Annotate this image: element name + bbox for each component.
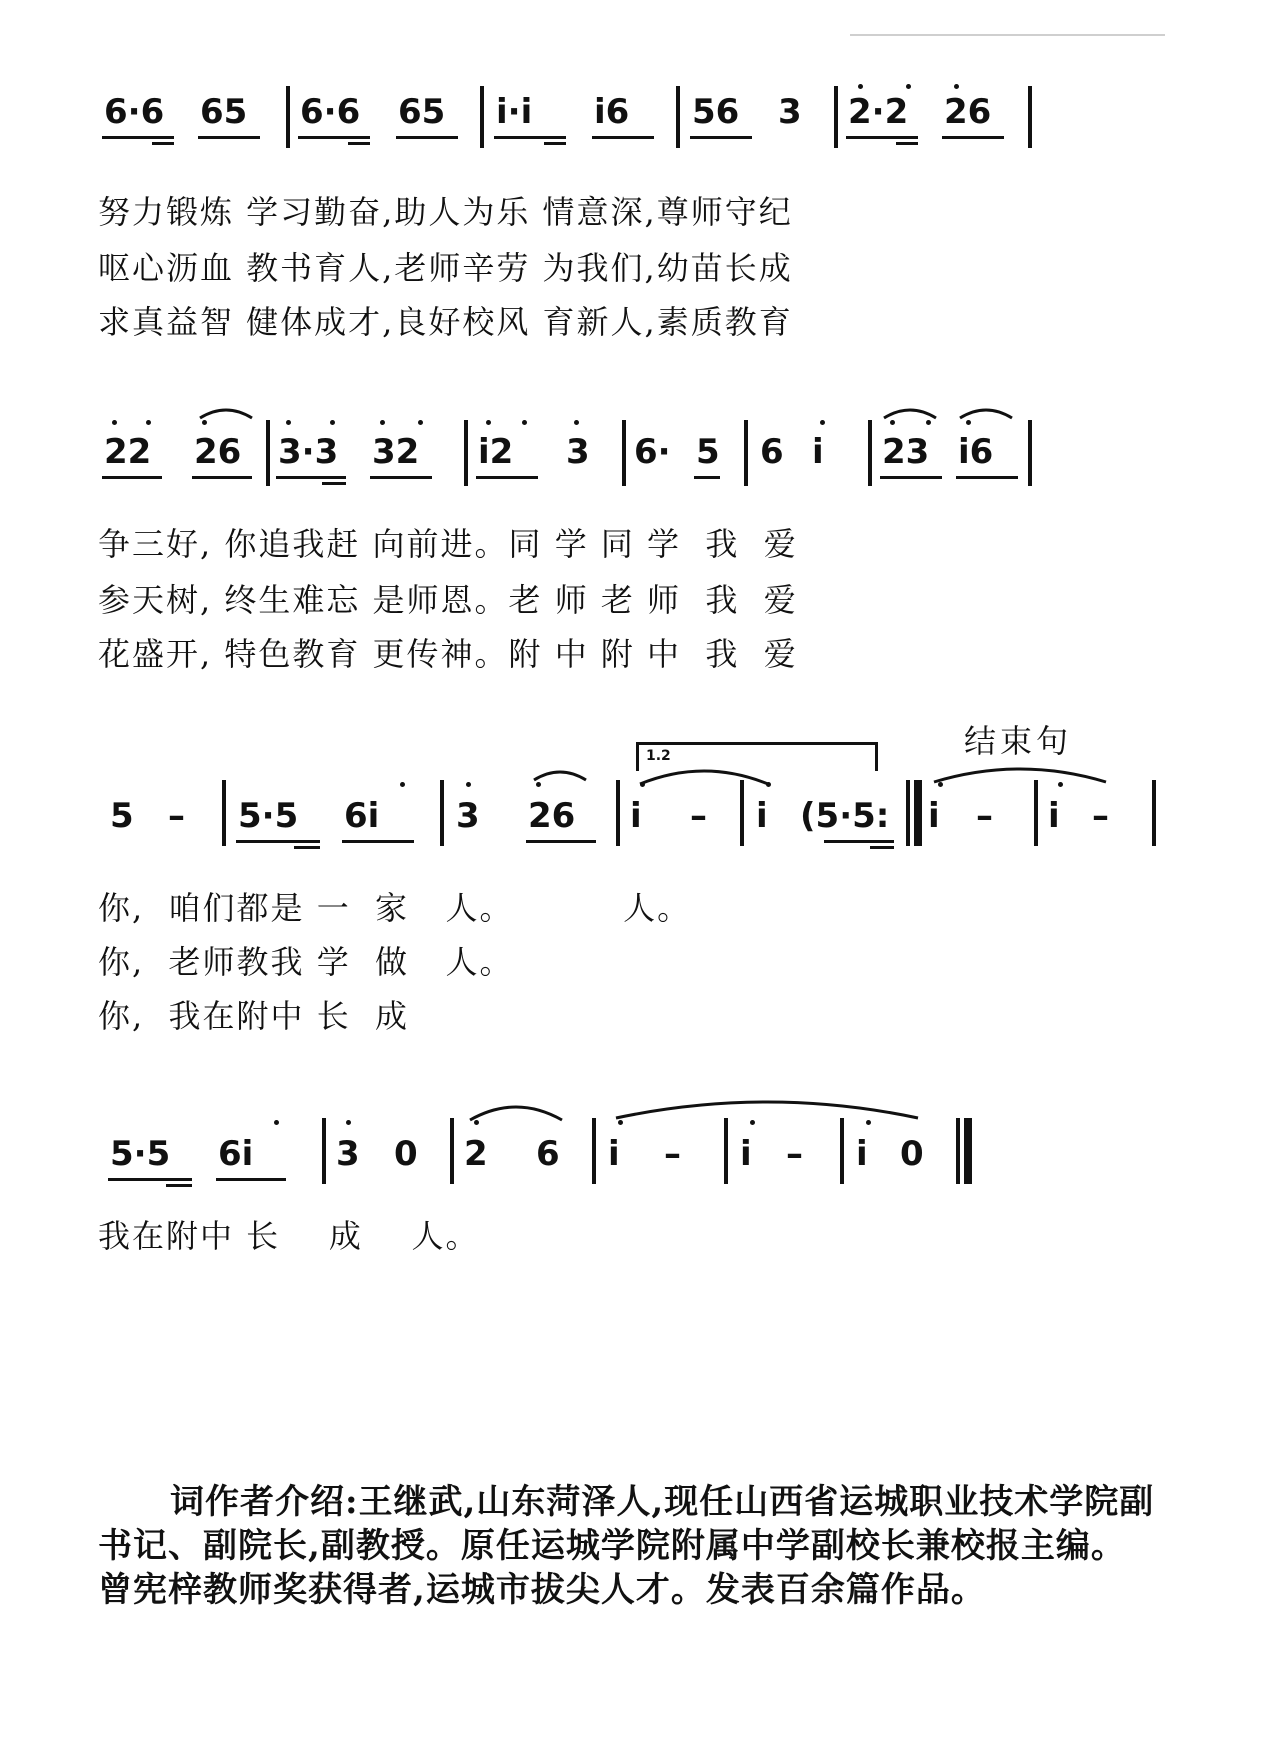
note-underline [276,476,346,479]
barline [740,780,744,846]
barline [322,1118,326,1184]
note-group: – [786,1134,803,1174]
note-group: i [856,1134,868,1174]
note-group: 3·3 [278,432,339,472]
note-underline [942,136,1004,139]
note-underline [690,136,752,139]
note-underline [152,142,174,145]
note-group: 26 [944,92,992,132]
note-group: 26 [194,432,242,472]
barline [1028,86,1032,148]
volta-label: 1.2 [646,748,671,764]
final-barline [964,1118,972,1184]
lyric-verse-1: 争三好, 你追我赶 向前进。同 学 同 学 我 爱 [98,525,798,563]
note-underline [544,142,566,145]
slur [530,766,590,782]
note-group: 0 [394,1134,418,1174]
note-group: 6 [760,432,784,472]
octave-dot [380,420,385,425]
lyric-verse-2: 你, 老师教我 学 做 人。 [98,943,514,981]
note-underline [956,476,1018,479]
note-underline [476,476,538,479]
note-underline [370,476,432,479]
note-group: 3 [778,92,802,132]
octave-dot [820,420,825,425]
barline [834,86,838,148]
note-underline [322,482,346,485]
octave-dot [112,420,117,425]
note-group: i [1048,796,1060,836]
note-group: – [168,796,185,836]
note-underline [236,840,320,843]
note-underline [294,846,320,849]
note-group: 6·6 [300,92,361,132]
barline [592,1118,596,1184]
note-group: 6i [218,1134,254,1174]
note-group: 5·5 [110,1134,171,1174]
barline [480,86,484,148]
note-group: – [690,796,707,836]
octave-dot [906,84,911,89]
note-underline [348,142,370,145]
note-underline [824,840,894,843]
note-group: i [740,1134,752,1174]
note-underline [396,136,458,139]
note-underline [694,476,720,479]
note-underline [102,136,174,139]
note-group: i [630,796,642,836]
note-underline [880,476,942,479]
octave-dot [536,782,541,787]
barline [266,420,270,486]
note-group: 65 [200,92,248,132]
lyric-verse-3: 花盛开, 特色教育 更传神。附 中 附 中 我 爱 [98,635,798,673]
octave-dot [466,782,471,787]
note-underline [192,476,252,479]
lyric-verse-2: 呕心沥血 教书育人,老师辛劳 为我们,幼苗长成 [98,249,793,287]
octave-dot [966,420,971,425]
barline [868,420,872,486]
note-group: 3 [336,1134,360,1174]
note-group: 2 [464,1134,488,1174]
note-underline [298,136,370,139]
slur [956,404,1016,420]
octave-dot [274,1120,279,1125]
note-underline [526,840,596,843]
note-group: 3 [456,796,480,836]
barline [676,86,680,148]
lyric-verse-1: 努力锻炼 学习勤奋,助人为乐 情意深,尊师守纪 [98,193,793,231]
page-edge-line [850,34,1165,36]
ending-phrase-label: 结束句 [964,722,1073,760]
note-group: i [608,1134,620,1174]
note-group: 3 [566,432,590,472]
note-underline [342,840,414,843]
note-group: 2·2 [848,92,909,132]
note-group: (5·5: [800,796,890,836]
octave-dot [330,420,335,425]
barline [744,420,748,486]
note-group: 5 [110,796,134,836]
barline [616,780,620,846]
note-underline [846,136,918,139]
note-group: 6· [634,432,671,472]
slur [466,1100,566,1122]
lyric-verse-3: 你, 我在附中 长 成 [98,997,410,1035]
slur [196,404,256,420]
barline [1028,420,1032,486]
repeat-barline [914,780,922,846]
octave-dot [522,420,527,425]
slur [636,764,772,786]
octave-dot [926,420,931,425]
octave-dot [486,420,491,425]
bio-label: 词作者介绍: [170,1482,359,1522]
note-group: 65 [398,92,446,132]
note-underline [870,846,894,849]
note-group: – [664,1134,681,1174]
note-group: – [976,796,993,836]
note-group: 5·5 [238,796,299,836]
note-underline [216,1178,286,1181]
bio-text: 王继武,山东菏泽人,现任山西省运城职业技术学院副书记、副院长,副教授。原任运城学院附属中学副校长兼校报主编。曾宪梓教师奖获得者,运城市拔尖人才。发表百余篇作品。 [98,1482,1155,1610]
note-group: 23 [882,432,930,472]
note-group: i [928,796,940,836]
octave-dot [286,420,291,425]
lyric-verse-1: 你, 咱们都是 一 家 人。 人。 [98,889,692,927]
note-group: 56 [692,92,740,132]
note-group: 22 [104,432,152,472]
note-group: i [756,796,768,836]
barline [286,86,290,148]
note-underline [896,142,918,145]
note-group: – [1092,796,1109,836]
note-group: 6i [344,796,380,836]
slur [930,762,1110,784]
note-underline [108,1178,192,1181]
barline [464,420,468,486]
octave-dot [418,420,423,425]
octave-dot [346,1120,351,1125]
note-group: 32 [372,432,420,472]
note-group: 26 [528,796,576,836]
barline [222,780,226,846]
note-group: i [812,432,824,472]
octave-dot [858,84,863,89]
note-group: 6 [536,1134,560,1174]
note-underline [102,476,162,479]
barline [840,1118,844,1184]
note-group: i6 [958,432,994,472]
note-group: i·i [496,92,533,132]
barline [622,420,626,486]
note-group: 0 [900,1134,924,1174]
note-group: 5 [696,432,720,472]
slur [880,404,940,420]
note-underline [198,136,260,139]
barline [450,1118,454,1184]
note-group: i6 [594,92,630,132]
lyric-verse-2: 参天树, 终生难忘 是师恩。老 师 老 师 我 爱 [98,581,798,619]
octave-dot [618,1120,623,1125]
note-underline [166,1184,192,1187]
barline [1034,780,1038,846]
barline [440,780,444,846]
octave-dot [574,420,579,425]
lyric-verse-1: 我在附中 长 成 人。 [98,1217,480,1255]
octave-dot [866,1120,871,1125]
note-underline [592,136,654,139]
barline [1152,780,1156,846]
repeat-barline [906,780,910,846]
octave-dot [954,84,959,89]
octave-dot [750,1120,755,1125]
octave-dot [202,420,207,425]
lyric-verse-3: 求真益智 健体成才,良好校风 育新人,素质教育 [98,303,793,341]
slur [612,1094,922,1120]
octave-dot [146,420,151,425]
note-group: i2 [478,432,514,472]
note-underline [494,136,566,139]
barline [724,1118,728,1184]
octave-dot [890,420,895,425]
note-group: 6·6 [104,92,165,132]
lyricist-introduction [98,1480,1158,1612]
octave-dot [400,782,405,787]
final-barline [956,1118,960,1184]
